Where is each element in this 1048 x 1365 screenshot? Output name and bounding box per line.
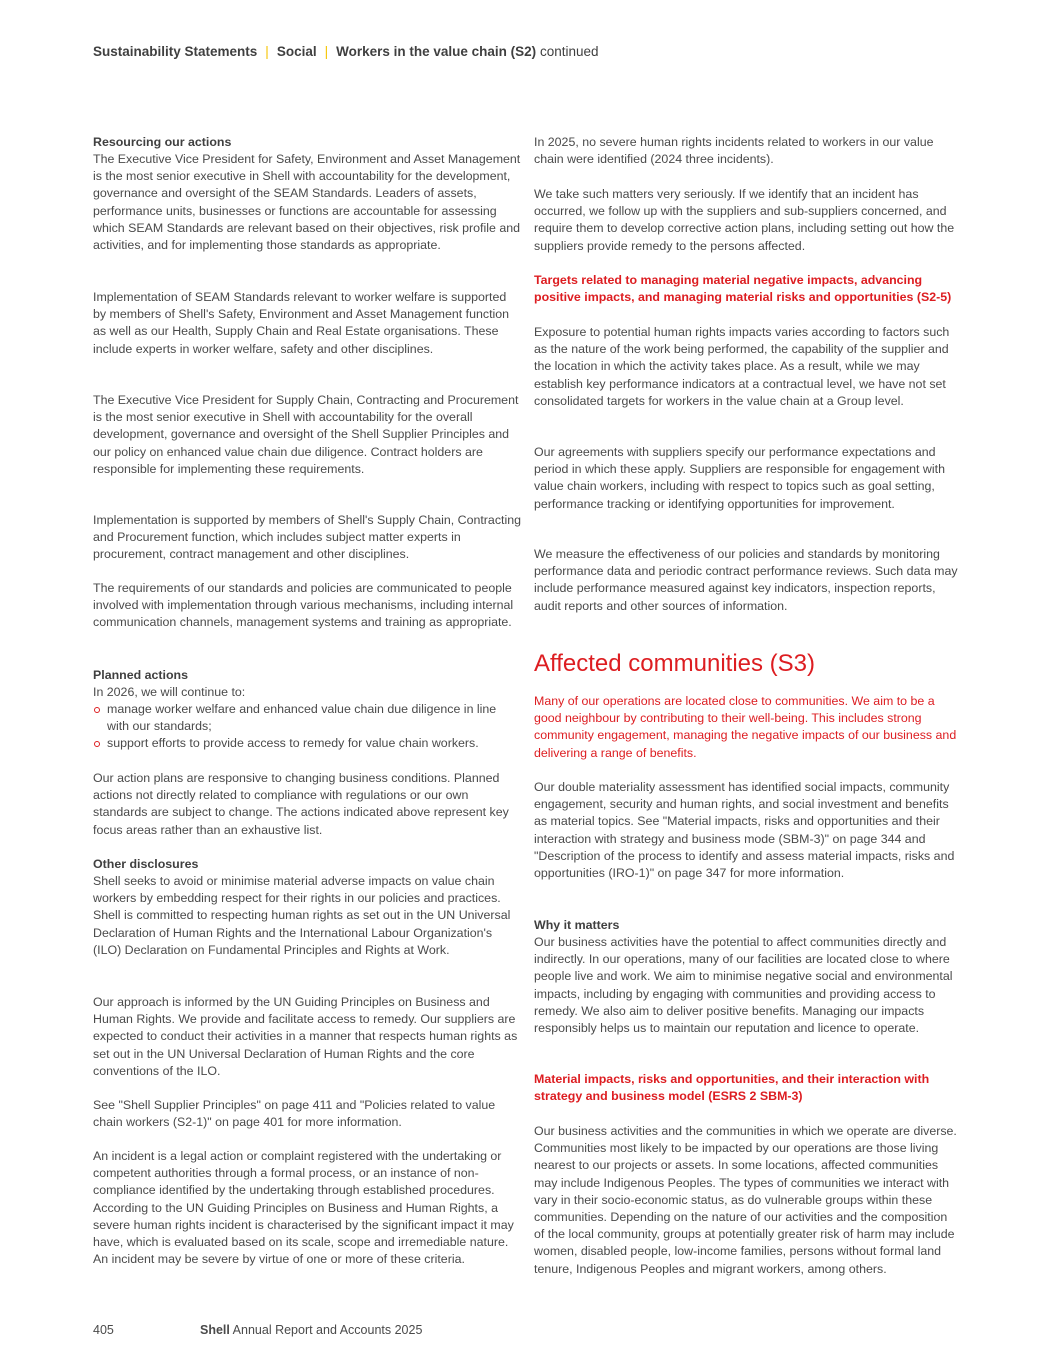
section-heading: Targets related to managing material negative impacts, advancing positive impacts, and managing material risks and opportunities (S2-5) (534, 273, 952, 305)
breadcrumb (93, 43, 599, 60)
section-heading: Why it matters (534, 918, 620, 932)
brand-name: Shell (200, 1323, 230, 1337)
paragraph: Our business activities and the communities in which we operate are diverse. Communities most likely to be impacted by our operations are those living nearest to our projects or assets. In some locations, affected communities may include Indigenous Peoples. The types of communities we interact with vary in their socio-economic status, as do vulnerable groups within these communities. Depending on the nature of our activities and the composition of the local community, groups at potentially greater risk of harm may include women, disabled people, low-income families, persons without formal land tenure, Indigenous Peoples and migrant workers, among others. (534, 1124, 957, 1276)
list-item: manage worker welfare and enhanced value chain due diligence in line with our standards; (93, 701, 513, 735)
intro-paragraph: Many of our operations are located close to communities. We aim to be a good neighbour by contributing to their well-being. This includes strong community engagement, managing the negative impacts of our business and delivering a range of benefits. (534, 694, 957, 760)
paragraph: Our double materiality assessment has identified social impacts, community engagement, security and human rights, and social investment and benefits as material topics. See "Material impacts, risks and opportunities and their interaction with strategy and business mode (SBM-3)" on page 344 and "Description of the process to identify and assess material impacts, risks and opportunities (IRO-1)" on page 347 for more information. (534, 780, 955, 881)
report-title: Annual Report and Accounts 2025 (232, 1323, 423, 1337)
paragraph: We measure the effectiveness of our policies and standards by monitoring performance data and periodic contract performance reviews. Such data may include performance measured against key indicators, inspection reports, audit reports and other sources of information. (534, 547, 958, 613)
footer (93, 1322, 423, 1339)
paragraph: We take such matters very seriously. If we identify that an incident has occurred, we follow up with the suppliers and sub-suppliers concerned, and require them to develop corrective action plans, including setting out how the suppliers provide remedy to the persons affected. (534, 187, 955, 253)
paragraph: The Executive Vice President for Safety, Environment and Asset Management is the most senior executive in Shell with accountability for the development, governance and oversight of the SEAM Standards. Leaders of assets, performance units, businesses or functions are accountable for assessing which SEAM Standards are relevant based on their objectives, risk profile and activities, and for implementing those standards as appropriate. (93, 152, 521, 253)
paragraph: Implementation is supported by members of Shell's Supply Chain, Contracting and Procurement function, which includes subject matter experts in procurement, contract management and other disciplines. (93, 513, 521, 562)
paragraph: Exposure to potential human rights impacts varies according to factors such as the nature of the work being performed, the capability of the supplier and the location in which the activity takes place. As a result, while we may establish key performance indicators at a contractual level, we have not set consolidated targets for workers in the value chain at a Group level. (534, 325, 950, 408)
breadcrumb-separator: | (265, 44, 269, 59)
paragraph: Our approach is informed by the UN Guiding Principles on Business and Human Rights. We provide and facilitate access to remedy. Our suppliers are expected to conduct their activities in a manner that respects human rights as set out in the UN Universal Declaration of Human Rights and the core conventions of the ILO. (93, 995, 518, 1078)
page-title: Affected communities (S3) (534, 650, 816, 677)
section-heading: Other disclosures (93, 857, 199, 871)
bullet-list (93, 701, 513, 753)
paragraph: The Executive Vice President for Supply Chain, Contracting and Procurement is the most senior executive in Shell with accountability for the overall development, governance and oversight of the Shell Supplier Principles and our policy on enhanced value chain due diligence. Contract holders are responsible for implementing these requirements. (93, 393, 519, 476)
breadcrumb-item: Workers in the value chain (S2) (336, 44, 537, 59)
section-heading: Material impacts, risks and opportunities, and their interaction with strategy and business model (ESRS 2 SBM-3) (534, 1072, 930, 1104)
page-number: 405 (93, 1323, 114, 1337)
breadcrumb-suffix: continued (539, 44, 599, 59)
paragraph: In 2026, we will continue to: (93, 685, 246, 699)
paragraph: Our agreements with suppliers specify our performance expectations and period in which these apply. Suppliers are responsible for engagement with value chain workers, including with respect to topics such as goal setting, performance tracking or identifying opportunities for improvement. (534, 445, 945, 511)
paragraph: Implementation of SEAM Standards relevant to worker welfare is supported by members of Shell's Safety, Environment and Asset Management function as well as our Health, Supply Chain and Real Estate organisations. These include experts in worker welfare, safety and other disciplines. (93, 290, 510, 356)
paragraph: Shell seeks to avoid or minimise material adverse impacts on value chain workers by embedding respect for their rights in our policies and practices. Shell is committed to respecting human rights as set out in the UN Universal Declaration of Human Rights and the International Labour Organization's (ILO) Declaration on Fundamental Principles and Rights at Work. (93, 874, 511, 957)
section-heading: Planned actions (93, 668, 189, 682)
breadcrumb-item: Social (276, 44, 317, 59)
paragraph: See "Shell Supplier Principles" on page 411 and "Policies related to value chain workers (S2-1)" on page 401 for more information. (93, 1098, 496, 1130)
list-item: support efforts to provide access to remedy for value chain workers. (93, 735, 513, 752)
paragraph: Our action plans are responsive to changing business conditions. Planned actions not directly related to compliance with regulations or our own standards are subject to change. The actions indicated above represent key focus areas rather than an exhaustive list. (93, 771, 509, 837)
section-heading: Resourcing our actions (93, 135, 232, 149)
paragraph: In 2025, no severe human rights incidents related to workers in our value chain were identified (2024 three incidents). (534, 135, 934, 167)
breadcrumb-separator: | (324, 44, 329, 59)
paragraph: An incident is a legal action or complaint registered with the undertaking or competent authorities through a formal process, or an instance of non-compliance identified by the undertaking through established procedures. According to the UN Guiding Principles on Business and Human Rights, a severe human rights incident is characterised by the significant impact it may have, which is evaluated based on its scale, scope and irremediable nature. An incident may be severe by virtue of one or more of these criteria. (93, 1149, 514, 1267)
paragraph: Our business activities have the potential to affect communities directly and indirectly. In our operations, many of our facilities are located close to where people live and work. We aim to minimise negative social and environmental impacts, including by engaging with communities and providing access to remedy. We also aim to deliver positive benefits. Managing our impacts responsibly helps us to maintain our reputation and licence to operate. (534, 935, 953, 1036)
breadcrumb-item: Sustainability Statements (93, 44, 258, 59)
paragraph: The requirements of our standards and policies are communicated to people involved with implementation through various mechanisms, including internal communication channels, management systems and training as appropriate. (93, 581, 514, 630)
